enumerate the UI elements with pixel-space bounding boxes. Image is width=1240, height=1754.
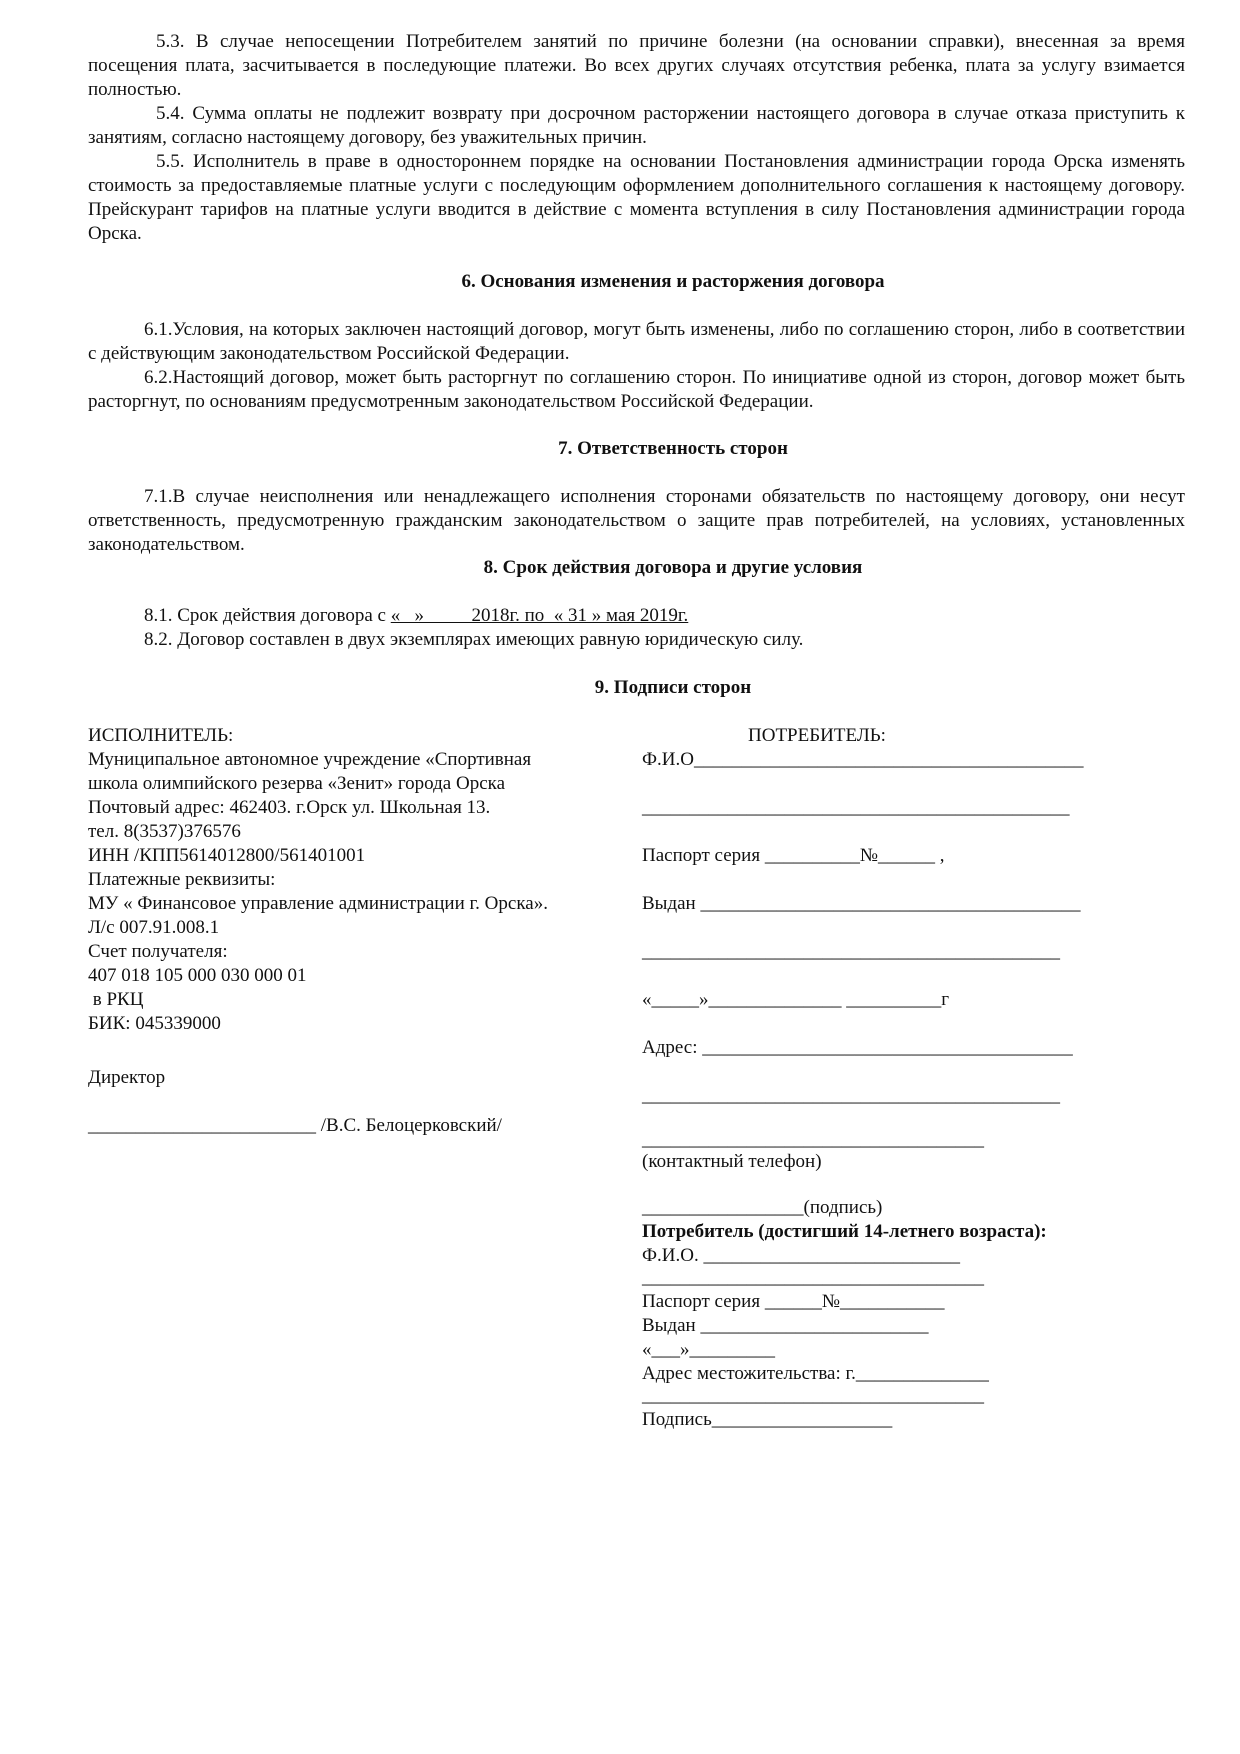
section-9-heading: 9. Подписи сторон <box>594 677 752 698</box>
consumer-blank-line[interactable]: ____________________________________________ <box>642 1085 1060 1106</box>
paragraph-6-1: 6.1.Условия, на которых заключен настоящий договор, могут быть изменены, либо по соглашению сторон, либо в соответствии с действующим законодательством Российской Федерации. <box>88 319 1185 364</box>
paragraph-8-2: 8.2. Договор составлен в двух экземплярах имеющих равную юридическую силу. <box>144 629 804 650</box>
executor-line: Л/с 007.91.008.1 <box>88 917 220 938</box>
consumer-address-field[interactable]: Адрес: _______________________________________ <box>642 1037 1073 1058</box>
section-7-heading: 7. Ответственность сторон <box>558 438 788 459</box>
consumer14-blank-line[interactable]: ____________________________________ <box>642 1385 984 1406</box>
consumer14-issued-field[interactable]: Выдан ________________________ <box>642 1315 929 1336</box>
section-5-text <box>88 30 1185 246</box>
executor-line: тел. 8(3537)376576 <box>88 821 241 842</box>
consumer-blank-line[interactable]: _____________________________________________ <box>642 797 1070 818</box>
director-signature: ________________________ /В.С. Белоцерковский/ <box>88 1115 502 1136</box>
term-label: 8.1. Срок действия договора с <box>144 605 391 626</box>
consumer14-passport-field[interactable]: Паспорт серия ______№___________ <box>642 1291 945 1312</box>
paragraph-7-1: 7.1.В случае неисполнения или ненадлежащего исполнения сторонами обязательств по настоящему договору, они несут ответственность, предусмотренную гражданским законодательством о защите прав потребителей, на условиях, установленных законодательством. <box>88 486 1185 555</box>
executor-line: МУ « Финансовое управление администрации г. Орска». <box>88 893 548 914</box>
consumer-issued-field[interactable]: Выдан ________________________________________ <box>642 893 1081 914</box>
section-8-heading: 8. Срок действия договора и другие условия <box>483 557 863 578</box>
consumer-phone-field[interactable]: ____________________________________ <box>642 1129 984 1150</box>
director-label: Директор <box>88 1067 166 1088</box>
consumer-fio-field[interactable]: Ф.И.О_________________________________________ <box>642 749 1084 770</box>
consumer-blank-line[interactable]: ____________________________________________ <box>642 941 1060 962</box>
executor-line: Почтовый адрес: 462403. г.Орск ул. Школьная 13. <box>88 797 491 818</box>
term-dates: « » 2018г. по « 31 » мая 2019г. <box>390 605 689 626</box>
executor-line: Платежные реквизиты: <box>88 869 276 890</box>
paragraph-8-1 <box>144 604 688 628</box>
executor-line: 407 018 105 000 030 000 01 <box>88 965 307 986</box>
consumer14-fio-field[interactable]: Ф.И.О. ___________________________ <box>642 1245 960 1266</box>
executor-line: Счет получателя: <box>88 941 228 962</box>
consumer14-address-field[interactable]: Адрес местожительства: г.______________ <box>642 1363 989 1384</box>
consumer-passport-field[interactable]: Паспорт серия __________№______ , <box>642 845 945 866</box>
section-6-heading: 6. Основания изменения и расторжения договора <box>461 271 885 292</box>
executor-line: БИК: 045339000 <box>88 1013 221 1034</box>
consumer14-title: Потребитель (достигший 14-летнего возраста): <box>642 1221 1047 1242</box>
executor-title: ИСПОЛНИТЕЛЬ: <box>88 725 234 746</box>
consumer-phone-label: (контактный телефон) <box>642 1151 822 1172</box>
section-6-text <box>88 318 1185 414</box>
executor-block <box>88 724 548 1036</box>
consumer-signature-field[interactable]: _________________(подпись) <box>642 1197 883 1218</box>
consumer14-date-field[interactable]: «___»_________ <box>642 1339 775 1360</box>
paragraph-5-4: 5.4. Сумма оплаты не подлежит возврату при досрочном расторжении настоящего договора в случае отказа приступить к занятиям, согласно настоящему договору, без уважительных причин. <box>88 103 1185 148</box>
consumer14-signature-field[interactable]: Подпись___________________ <box>642 1409 893 1430</box>
consumer-date-field[interactable]: «_____»______________ __________г <box>642 989 950 1010</box>
paragraph-6-2: 6.2.Настоящий договор, может быть расторгнут по соглашению сторон. По инициативе одной из сторон, договор может быть расторгнут, по основаниям предусмотренным законодательством Российской Федерации. <box>88 367 1185 412</box>
paragraph-5-3: 5.3. В случае непосещении Потребителем занятий по причине болезни (на основании справки), внесенная за время посещения плата, засчитывается в последующие платежи. Во всех других случаях отсутствия ребенка, плата за услугу взимается полностью. <box>88 31 1185 100</box>
executor-line: Муниципальное автономное учреждение «Спортивная <box>88 749 532 770</box>
consumer14-blank-line[interactable]: ____________________________________ <box>642 1267 984 1288</box>
executor-line: школа олимпийского резерва «Зенит» города Орска <box>88 773 506 794</box>
executor-line: в РКЦ <box>88 989 144 1010</box>
section-7-text <box>88 485 1185 557</box>
executor-line: ИНН /КПП5614012800/561401001 <box>88 845 366 866</box>
consumer-title: ПОТРЕБИТЕЛЬ: <box>748 725 886 746</box>
paragraph-5-5: 5.5. Исполнитель в праве в одностороннем порядке на основании Постановления администрации города Орска изменять стоимость за предоставляемые платные услуги с последующим оформлением дополнительного соглашения к настоящему договору. Прейскурант тарифов на платные услуги вводится в действие с момента вступления в силу Постановления администрации города Орска. <box>88 151 1185 244</box>
